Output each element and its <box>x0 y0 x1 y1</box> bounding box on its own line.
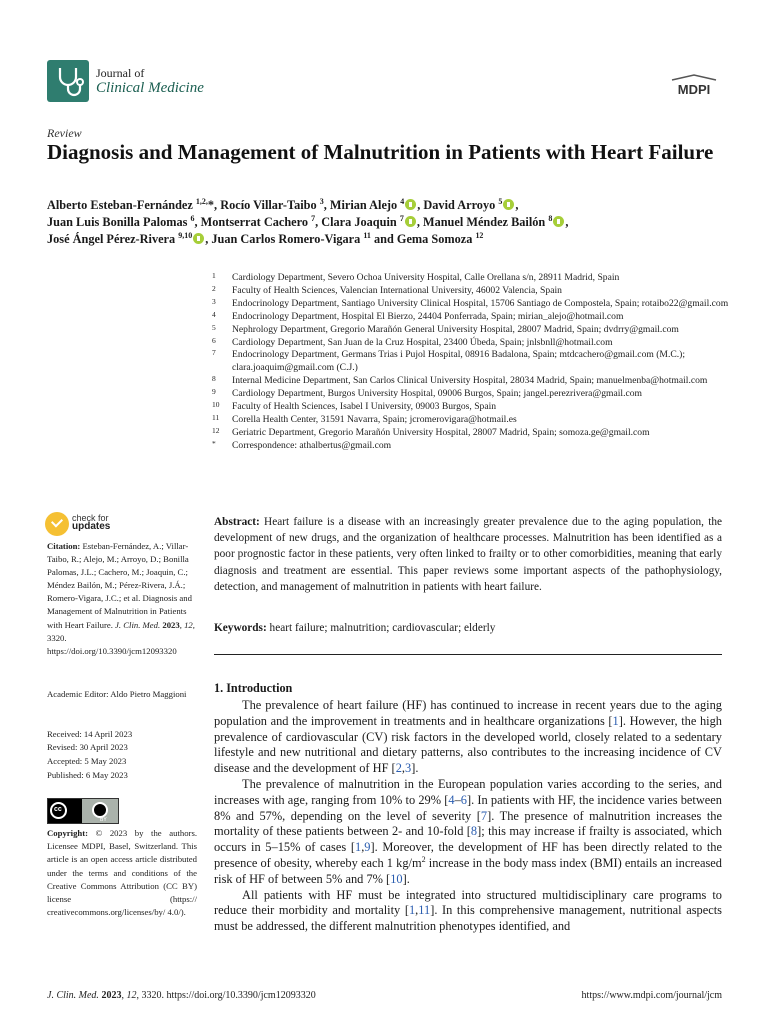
footer-journal-url[interactable]: https://www.mdpi.com/journal/jcm <box>581 990 722 1001</box>
citation-journal: J. Clin. Med. <box>115 619 161 630</box>
journal-name[interactable]: Clinical Medicine <box>96 80 204 96</box>
body-paragraph: All patients with HF must be integrated into structured multidisciplinary care programs to reduce their morbidity and mortality [1,11]. In this comprehensive management, nutritional aspects must be addressed, the different malnutrition phenotypes identified, and <box>214 887 722 934</box>
abstract-label: Abstract: <box>214 516 260 528</box>
affiliation-number: 11 <box>212 412 220 422</box>
affiliation-item <box>212 375 732 388</box>
section-heading: 1. Introduction <box>214 681 293 695</box>
article-title: Diagnosis and Management of Malnutrition in Patients with Heart Failure <box>47 140 714 164</box>
affiliation-text: Internal Medicine Department, San Carlos Clinical University Hospital, 28034 Madrid, Spain; manuelmenba@hotmail.com <box>232 375 708 387</box>
affiliation-item <box>212 414 732 427</box>
cc-icon: cc <box>50 802 67 819</box>
affiliation-number: * <box>212 438 216 448</box>
footer-journal: J. Clin. Med. <box>47 990 99 1001</box>
body-paragraph: The prevalence of heart failure (HF) has continued to increase in recent years due to the aging population and the improvement in treatments and in healthcare organizations [1]. However, the high prevalence of cardiovascular (CV) risk factors in the developed world, closely related to a sedentary lifestyle and new nutritional and dietary patterns, also contributes to the increasing incidence of CV disease and the development of HF [2,3]. <box>214 698 722 776</box>
revised-date: Revised: 30 April 2023 <box>47 742 128 752</box>
check-for-label[interactable]: check for <box>72 513 109 523</box>
citation-label: Citation: <box>47 541 81 551</box>
academic-editor: Academic Editor: Aldo Pietro Maggioni <box>47 689 187 699</box>
affiliation-text: Faculty of Health Sciences, Valencian International University, 46002 Valencia, Spain <box>232 284 562 296</box>
affiliation-number: 1 <box>212 271 216 280</box>
citation-year: 2023 <box>162 619 180 630</box>
affiliation-item <box>212 272 732 285</box>
keywords <box>214 620 722 636</box>
affiliations-list <box>212 272 732 453</box>
affiliation-number: 6 <box>212 335 216 345</box>
affiliation-text: Endocrinology Department, Santiago University Clinical Hospital, 15706 Santiago de Compostela, Spain; rotaibo22@gmail.com <box>232 297 729 309</box>
footer-year: 2023 <box>101 990 122 1001</box>
affiliation-text: Correspondence: athalbertus@gmail.com <box>232 439 392 451</box>
keywords-label: Keywords: <box>214 622 267 634</box>
mdpi-logo[interactable] <box>668 74 720 98</box>
journal-of-label: Journal of <box>96 66 145 80</box>
journal-logo <box>47 60 89 102</box>
abstract <box>214 514 722 595</box>
affiliation-item <box>212 349 732 375</box>
affiliation-number: 4 <box>212 309 216 319</box>
affiliation-item <box>212 311 732 324</box>
affiliation-number: 3 <box>212 296 216 306</box>
body-text <box>214 698 722 935</box>
updates-label[interactable]: updates <box>72 521 111 532</box>
affiliation-item <box>212 401 732 414</box>
affiliation-number: 12 <box>212 425 220 435</box>
received-date: Received: 14 April 2023 <box>47 729 133 739</box>
accepted-date: Accepted: 5 May 2023 <box>47 756 127 766</box>
footer-doi[interactable]: , 3320. https://doi.org/10.3390/jcm12093320 <box>136 990 316 1001</box>
citation-text: Esteban-Fernández, A.; Villar-Taibo, R.; Alejo, M.; Arroyo, D.; Bonilla Palomas, J.L.; Cachero, M.; Joaquin, C.; Méndez Bailón, M.; Pérez-Rivera, J.Á.; Romero-Vigara, J.C.; et al. Diagnosis and Management of Malnutrition in Patients with Heart Failure. <box>47 541 192 630</box>
article-type: Review <box>47 126 82 140</box>
affiliation-text: Corella Health Center, 31591 Navarra, Spain; jcromerovigara@hotmail.es <box>232 413 517 425</box>
copyright-label: Copyright: <box>47 828 89 838</box>
affiliation-number: 9 <box>212 387 216 397</box>
published-date: Published: 6 May 2023 <box>47 770 128 780</box>
affiliation-text: Nephrology Department, Gregorio Marañón General University Hospital, 28007 Madrid, Spain; dvdrry@gmail.com <box>232 323 679 335</box>
footer-citation: J. Clin. Med. 2023, 12, 3320. https://doi.org/10.3390/jcm12093320 <box>47 990 316 1001</box>
affiliation-text: Faculty of Health Sciences, Isabel I University, 09003 Burgos, Spain <box>232 401 497 413</box>
affiliation-number: 2 <box>212 283 216 293</box>
by-label: BY <box>100 817 107 823</box>
affiliation-text: Cardiology Department, Severo Ochoa University Hospital, Calle Orellana s/n, 28911 Madrid, Spain <box>232 272 620 283</box>
keywords-text: heart failure; malnutrition; cardiovascular; elderly <box>269 622 496 634</box>
affiliation-text: Endocrinology Department, Hospital El Bierzo, 24404 Ponferrada, Spain; mirian_alejo@hotmail.com <box>232 310 624 322</box>
citation-doi[interactable]: , 3320. https://doi.org/10.3390/jcm12093320 <box>47 619 195 656</box>
affiliation-item <box>212 440 732 453</box>
affiliation-item <box>212 388 732 401</box>
affiliation-item <box>212 324 732 337</box>
stethoscope-icon <box>47 60 89 102</box>
affiliation-text: Cardiology Department, Burgos University Hospital, 09006 Burgos, Spain; jangel.perezrivera@gmail.com <box>232 388 643 400</box>
affiliation-number: 5 <box>212 322 216 332</box>
affiliation-item <box>212 337 732 350</box>
cc-by-license-badge[interactable] <box>47 798 119 824</box>
citation-block: Citation: Esteban-Fernández, A.; Villar-Taibo, R.; Alejo, M.; Arroyo, D.; Bonilla Palomas, J.L.; Cachero, M.; Joaquin, C.; Méndez Bailón, M.; Pérez-Rivera, J.Á.; Romero-Vigara, J.C.; et al. Diagnosis and Management of Malnutrition in Patients with Heart Failure. J. Clin. Med. 2023, 12, 3320. https://doi.org/10.3390/jcm12093320 <box>47 541 195 656</box>
copyright-block <box>47 827 197 919</box>
check-for-updates-icon[interactable] <box>45 512 69 536</box>
author-list: Alberto Esteban-Fernández $^{1,2,}$*, Rocío Villar-Taibo $^3$, Mirian Alejo $^4$ , David Arroyo $^5$ , Juan Luis Bonilla Palomas $^6$, Montserrat Cachero $^7$, Clara Joaquin $^7$ , Manuel Méndez Bailón $^8$ , José Ángel Pérez-Rivera $^{9,10}$ , Juan Carlos Romero-Vigara $^{11}$ and Gema Somoza $^{12}$ <box>47 196 569 246</box>
affiliation-number: 7 <box>212 348 216 358</box>
section-divider <box>214 654 722 655</box>
affiliation-number: 10 <box>212 400 220 410</box>
affiliation-item <box>212 298 732 311</box>
affiliation-number: 8 <box>212 374 216 384</box>
affiliation-text: Cardiology Department, San Juan de la Cruz Hospital, 23400 Úbeda, Spain; jnlsbnll@hotmail.com <box>232 336 613 348</box>
affiliation-item <box>212 285 732 298</box>
attribution-person-icon <box>92 802 108 818</box>
affiliation-text: Endocrinology Department, Germans Trias i Pujol Hospital, 08916 Badalona, Spain; mtdcachero@gmail.com (M.C.); clara.joaquim@gmail.com (C.J.) <box>232 349 686 374</box>
mdpi-logo-text: MDPI <box>677 82 711 97</box>
body-paragraph: The prevalence of malnutrition in the European population varies according to the series, and increases with age, ranging from 10% to 29% [4–6]. In patients with HF, the incidence varies between 8% and 57%, depending on the level of severity [7]. The presence of malnutrition increases the mortality of these patients between 2- and 10-fold [8]; this may increase if frailty is associated, which occurs in 5–15% of cases [1,9]. Moreover, the development of HF has been directly related to the presence of obesity, whereby each 1 $kg/m^2$ increase in the body mass index (BMI) entails an increased risk of HF of between 5% and 7% [10]. <box>214 776 723 886</box>
copyright-text: © 2023 by the authors. Licensee MDPI, Basel, Switzerland. This article is an open access article distributed under the terms and conditions of the Creative Commons Attribution (CC BY) license (https:// creativecommons.org/licenses/by/ 4.0/). <box>47 828 197 918</box>
affiliation-text: Geriatric Department, Gregorio Marañón University Hospital, 28007 Madrid, Spain; somoza.ge@gmail.com <box>232 426 650 438</box>
citation-volume: 12 <box>184 619 193 630</box>
affiliation-item <box>212 427 732 440</box>
footer-volume: 12 <box>126 990 137 1001</box>
abstract-text: Heart failure is a disease with an increasingly greater prevalence due to the aging population, the development of new drugs, and the organization of healthcare processes. Malnutrition has been identified as a poor prognostic factor in these patients, very often linked to frailty or to other comorbidities, meaning that early diagnosis and treatment are essential. This paper reviews some important aspects of the pathophysiology, detection, and management of malnutrition in patients with heart failure. <box>214 516 722 593</box>
